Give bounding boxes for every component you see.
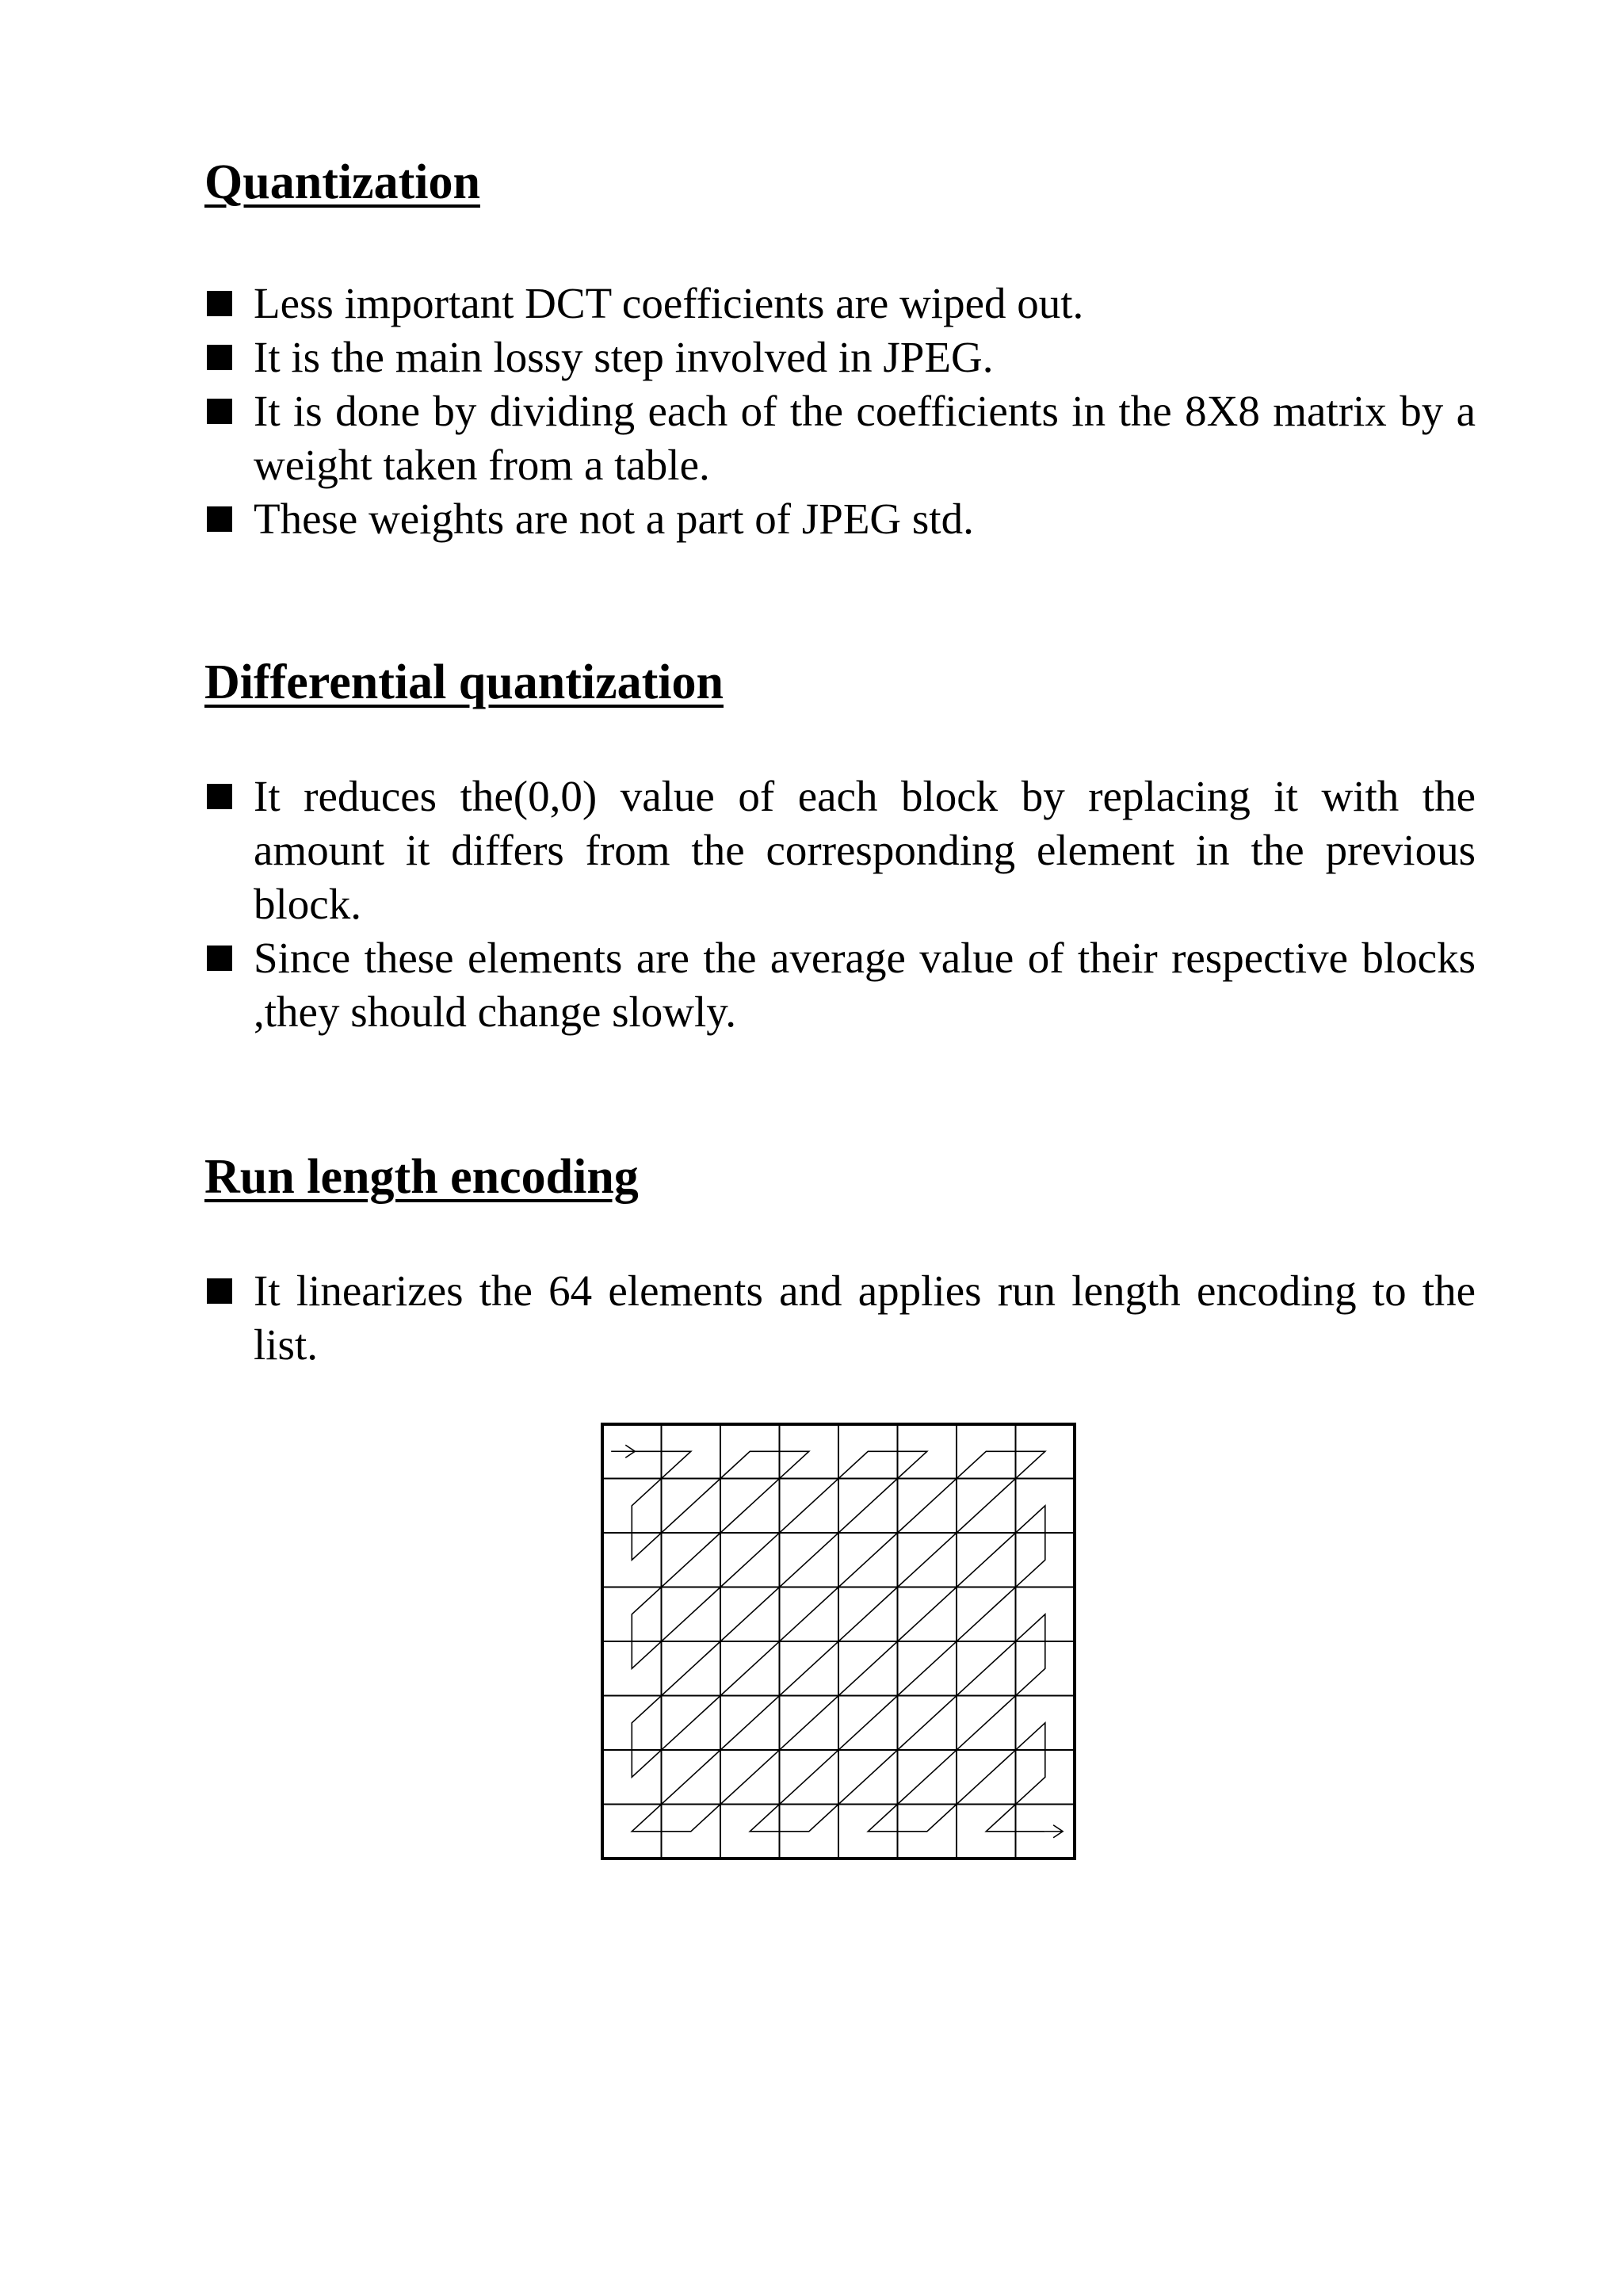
square-bullet-icon [207,784,232,809]
bullet-text: It reduces the(0,0) value of each block by replacing it with the amount it differs from the corresponding element in the previous block. [254,772,1476,928]
run-length-encoding-bullet-list [204,1264,1476,1372]
bullet-item [204,330,1476,384]
bullet-item [204,1264,1476,1372]
bullet-item [204,770,1476,931]
heading-quantization: Quantization [204,155,480,209]
square-bullet-icon [207,345,232,370]
bullet-item [204,277,1476,330]
square-bullet-icon [207,946,232,971]
square-bullet-icon [207,506,232,532]
bullet-text: It linearizes the 64 elements and applies run length encoding to the list. [254,1266,1476,1369]
bullet-item [204,492,1476,546]
square-bullet-icon [207,399,232,424]
bullet-text: It is the main lossy step involved in JPEG. [254,333,994,381]
square-bullet-icon [207,291,232,316]
quantization-bullet-list [204,277,1476,546]
bullet-item [204,931,1476,1039]
zigzag-scan-diagram [601,1423,1076,1860]
differential-quantization-bullet-list [204,770,1476,1039]
heading-run-length-encoding: Run length encoding [204,1150,639,1204]
bullet-item [204,384,1476,492]
heading-differential-quantization: Differential quantization [204,655,724,709]
bullet-text: These weights are not a part of JPEG std. [254,495,974,543]
bullet-text: Since these elements are the average value of their respective blocks ,they should change slowly. [254,934,1476,1036]
bullet-text: Less important DCT coefficients are wiped out. [254,279,1084,327]
square-bullet-icon [207,1278,232,1304]
bullet-text: It is done by dividing each of the coefficients in the 8X8 matrix by a weight taken from a table. [254,387,1476,489]
